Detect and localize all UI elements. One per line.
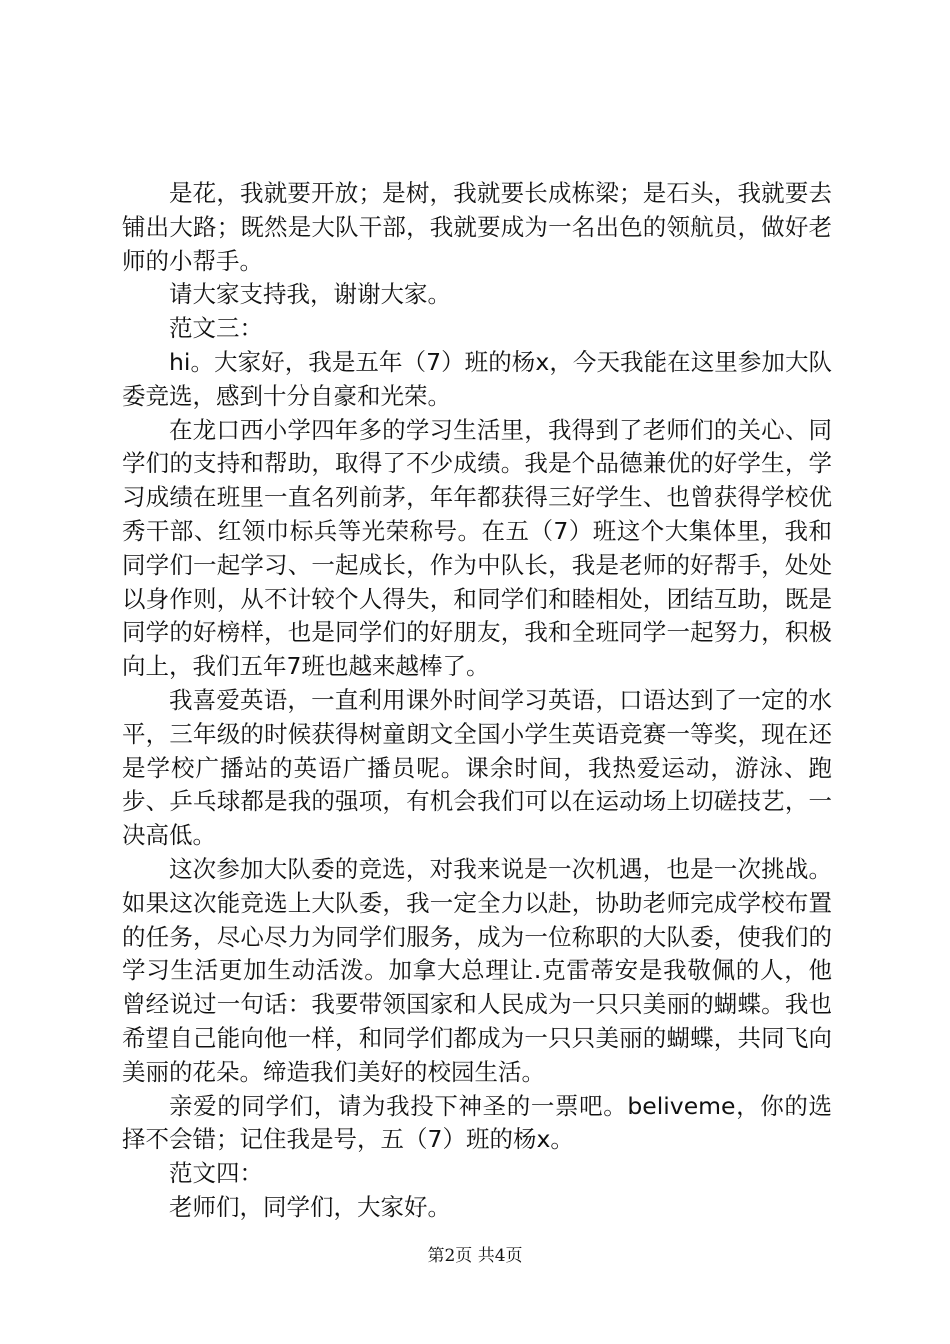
section-heading-3: 范文三： (169, 314, 263, 343)
paragraph-1: 是花，我就要开放；是树，我就要长成栋梁；是石头，我就要去铺出大路；既然是大队干部，我就要成为一名出色的领航员，做好老师的小帮手。 (122, 179, 832, 275)
document-body (122, 177, 832, 1225)
paragraph-6: 我喜爱英语，一直利用课外时间学习英语，口语达到了一定的水平，三年级的时候获得树童朗文全国小学生英语竞赛一等奖，现在还是学校广播站的英语广播员呢。课余时间，我热爱运动，游泳、跑步、乒乓球都是我的强项，有机会我们可以在运动场上切磋技艺，一决高低。 (122, 685, 832, 850)
paragraph-10: 老师们，同学们，大家好。 (169, 1192, 451, 1221)
paragraph-7: 这次参加大队委的竞选，对我来说是一次机遇，也是一次挑战。如果这次能竞选上大队委，我一定全力以赴，协助老师完成学校布置的任务，尽心尽力为同学们服务，成为一位称职的大队委，使我们的学习生活更加生动活泼。加拿大总理让.克雷蒂安是我敬佩的人，他曾经说过一句话：我要带领国家和人民成为一只只美丽的蝴蝶。我也希望自己能向他一样，和同学们都成为一只只美丽的蝴蝶，共同飞向美丽的花朵。缔造我们美好的校园生活。 (122, 854, 832, 1086)
paragraph-5: 在龙口西小学四年多的学习生活里，我得到了老师们的关心、同学们的支持和帮助，取得了不少成绩。我是个品德兼优的好学生，学习成绩在班里一直名列前茅，年年都获得三好学生、也曾获得学校优秀干部、红领巾标兵等光荣称号。在五（7）班这个大集体里，我和同学们一起学习、一起成长，作为中队长，我是老师的好帮手，处处以身作则，从不计较个人得失，和同学们和睦相处，团结互助，既是同学的好榜样，也是同学们的好朋友，我和全班同学一起努力，积极向上，我们五年7班也越来越棒了。 (122, 415, 832, 681)
page-number-footer: 第2页 共4页 (427, 1246, 523, 1266)
section-heading-4: 范文四： (169, 1159, 263, 1188)
paragraph-2: 请大家支持我，谢谢大家。 (169, 280, 451, 309)
paragraph-8: 亲爱的同学们，请为我投下神圣的一票吧。beliveme，你的选择不会错；记住我是号，五（7）班的杨x。 (122, 1091, 832, 1154)
paragraph-4: hi。大家好，我是五年（7）班的杨x，今天我能在这里参加大队委竞选，感到十分自豪和光荣。 (122, 347, 832, 410)
